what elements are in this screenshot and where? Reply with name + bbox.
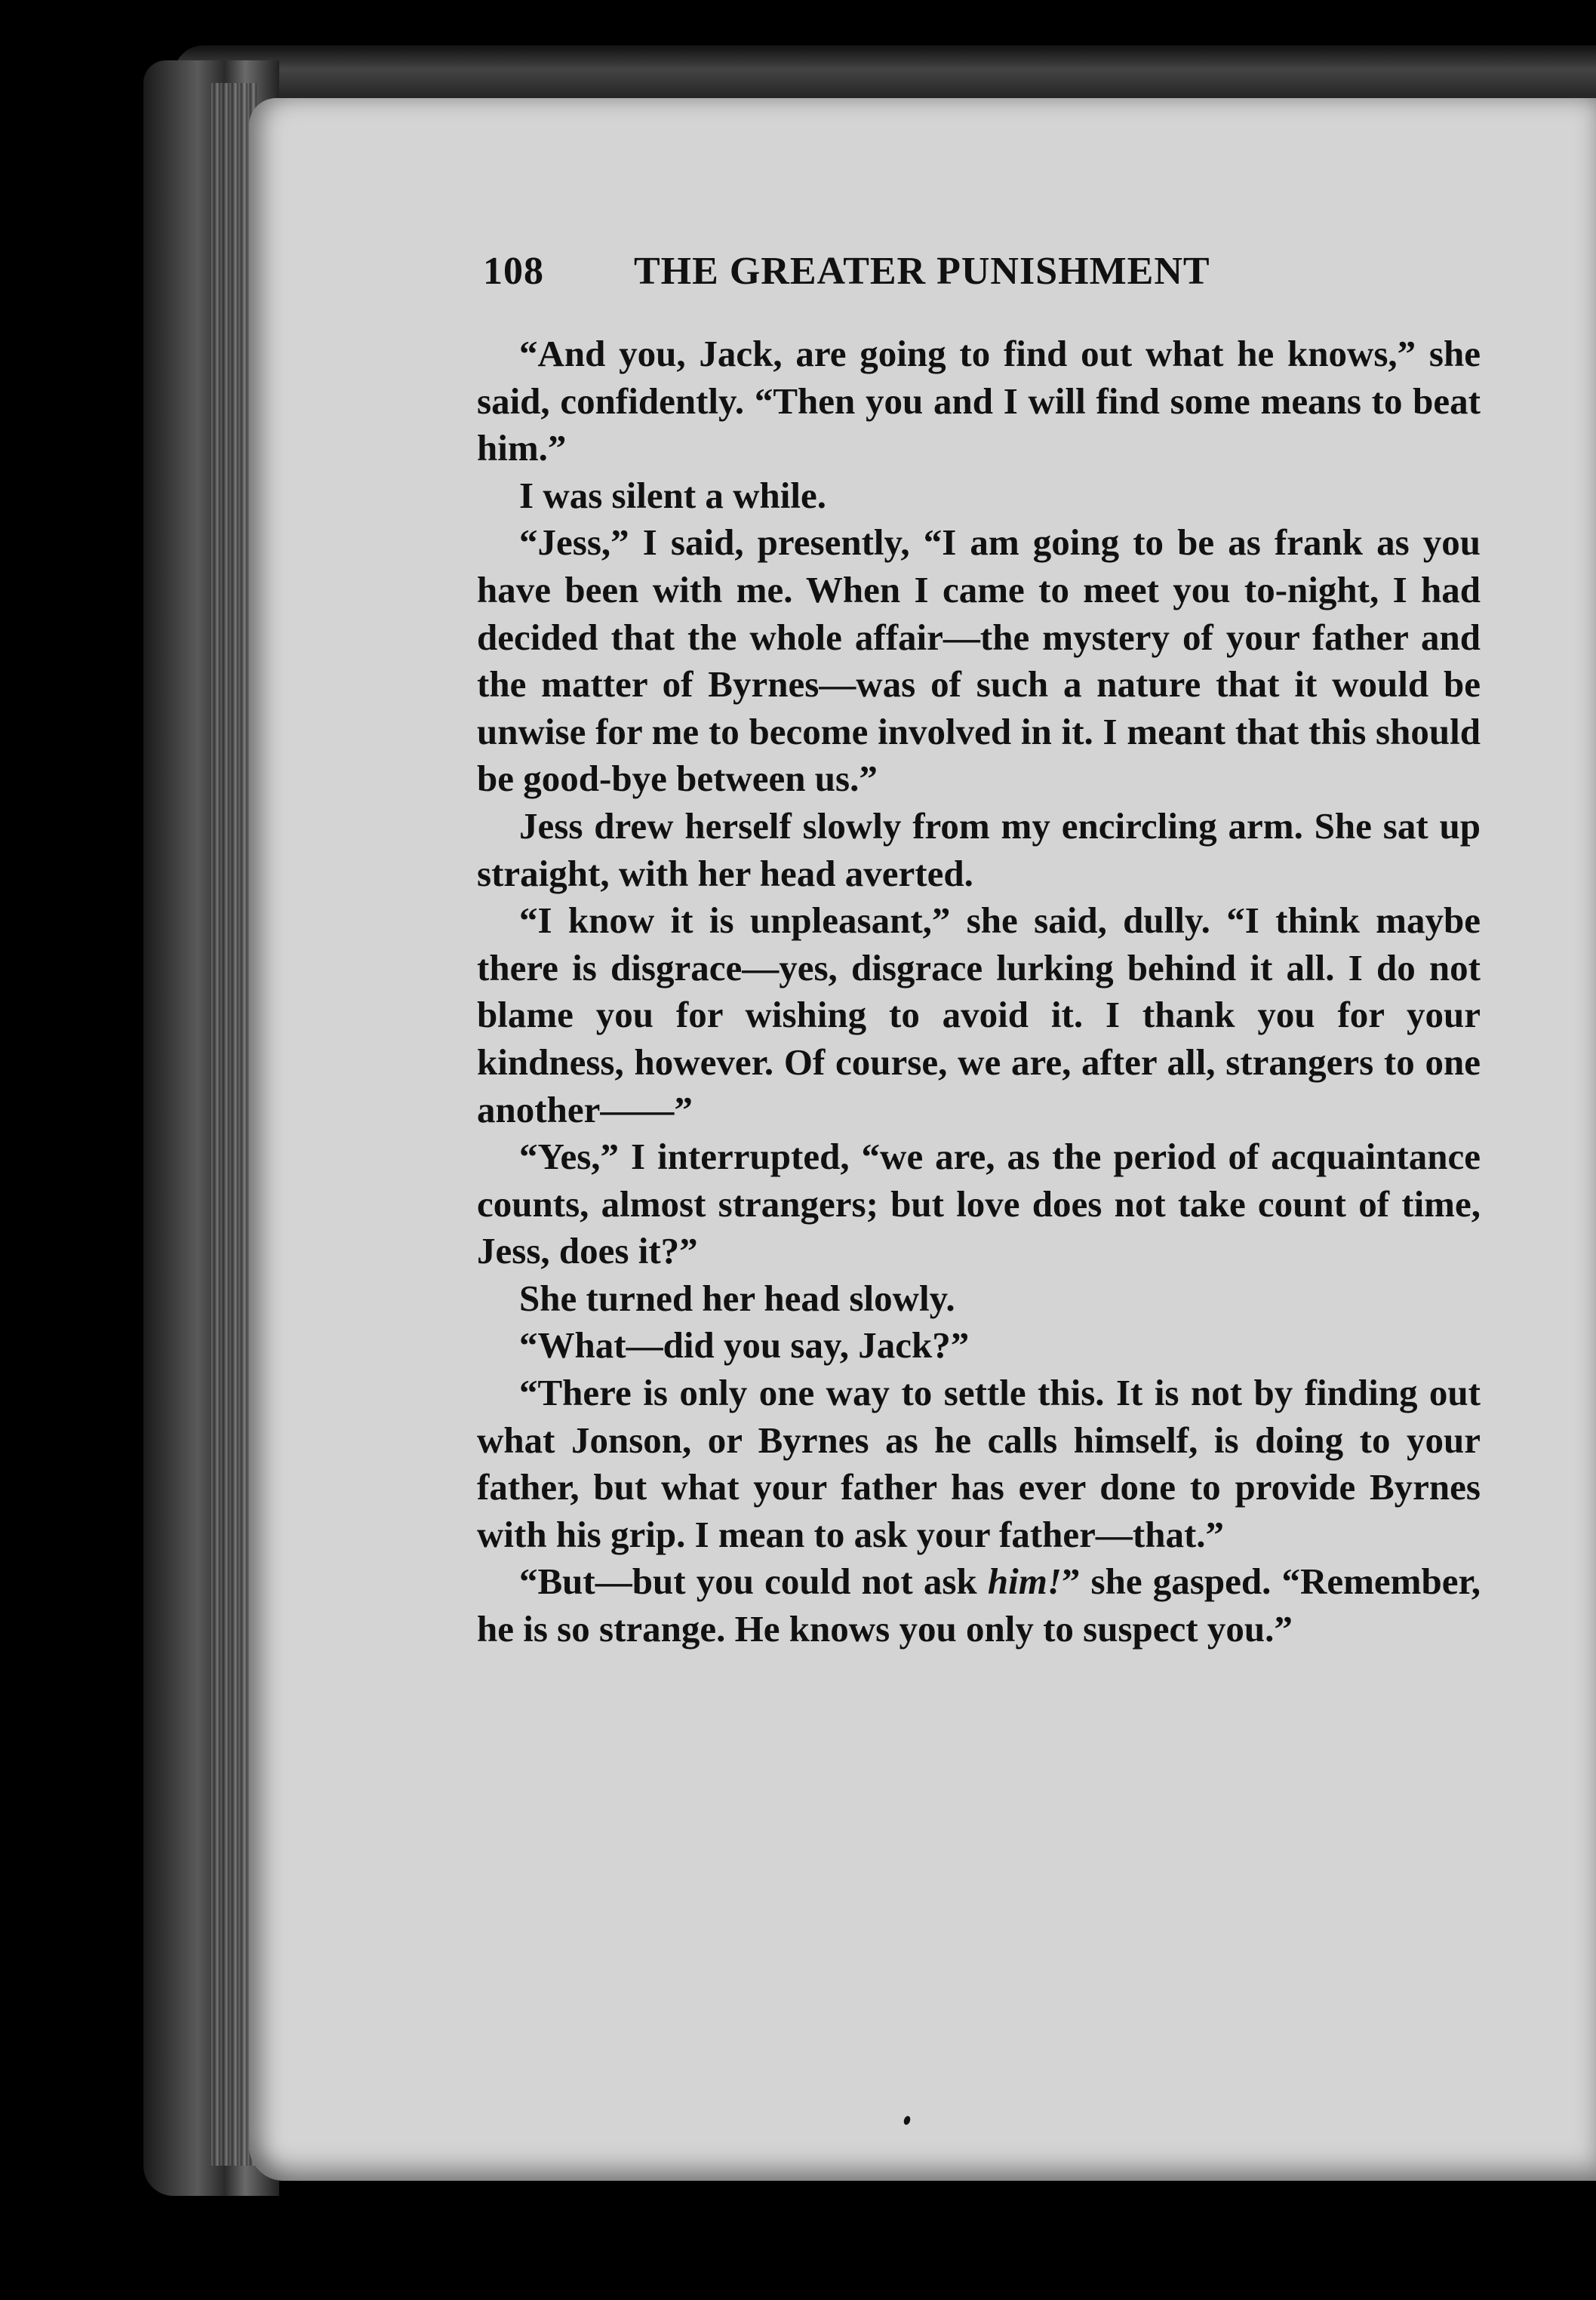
paragraph: Jess drew herself slowly from my encircling arm. She sat up straight, with her head averted.: [477, 804, 1481, 894]
paragraph: “There is only one way to settle this. It is not by finding out what Jonson, or Byrnes as he calls himself, is doing to your father, but what your father has ever done to provide Byrnes with his grip. I mean to ask your father—that.”: [477, 1372, 1481, 1555]
paragraph: “Jess,” I said, presently, “I am going to be as frank as you have been with me. When I came to meet you to-night, I had decided that the whole affair—the mystery of your father and the matter of Byrnes—was of such a nature that it would be unwise for me to become involved in it. I meant that this should be good-bye between us.”: [477, 521, 1481, 800]
paragraph: [477, 1558, 1481, 1653]
paragraph: “And you, Jack, are going to find out what he knows,” she said, confidently. “Then you and I will find some means to beat him.”: [477, 333, 1481, 469]
page-number: 108: [483, 250, 544, 293]
paragraph: “What—did you say, Jack?”: [519, 1324, 970, 1367]
paragraph-text: ” she gasped. “Remember, he is so strange. He knows you only to suspect you.”: [477, 1560, 1481, 1650]
body-text: [477, 331, 1481, 1653]
paragraph: I was silent a while.: [519, 474, 827, 516]
emphasized-text: him!: [987, 1560, 1062, 1603]
running-header: [483, 249, 1494, 294]
paragraph-text: “But—but you could not ask: [519, 1560, 988, 1603]
running-title: THE GREATER PUNISHMENT: [634, 250, 1210, 293]
paragraph: She turned her head slowly.: [519, 1277, 955, 1319]
book-top-edge: [174, 45, 1596, 106]
paragraph: “I know it is unpleasant,” she said, dully. “I think maybe there is disgrace—yes, disgrace lurking behind it all. I do not blame you for wishing to avoid it. I thank you for your kindness, however. Of course, we are, after all, strangers to one another——”: [477, 899, 1481, 1130]
paragraph: “Yes,” I interrupted, “we are, as the period of acquaintance counts, almost strangers; but love does not take count of time, Jess, does it?”: [477, 1136, 1481, 1272]
